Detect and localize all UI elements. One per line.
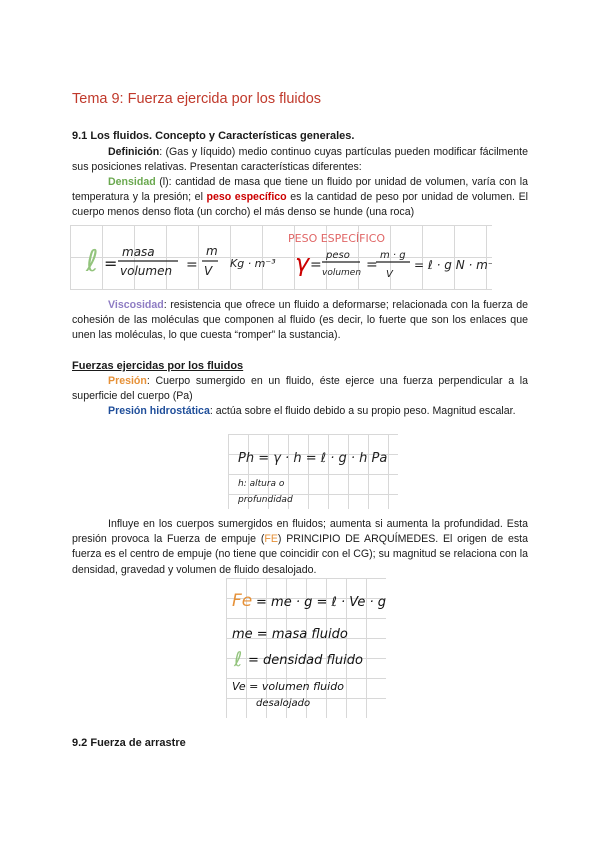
fe-formula-rest: = me · g = ℓ · Ve · g [256,595,386,610]
densidad-text-2: es la cantidad de peso por unidad de volumen. El cuerpo menos denso flota (un corcho) el más denso se hunde (una roca) [72,191,528,219]
gamma-symbol: γ [295,249,310,277]
me-definition: me = masa fluido [232,627,348,642]
m-text: m [206,244,218,258]
mg-text: m · g [380,250,406,261]
gamma-rest: = ℓ · g N · m⁻² [414,258,492,272]
paragraph-viscosidad [72,298,528,344]
section-heading-arrastre: 9.2 Fuerza de arrastre [72,737,186,749]
ve-definition: Ve = volumen fluido [232,680,344,693]
rho-symbol-2: ℓ [234,647,243,671]
paragraph-densidad [72,175,528,221]
viscosidad-label: Viscosidad [108,299,164,311]
definicion-text: : (Gas y líquido) medio continuo cuyas partículas pueden modificar fácilmente sus posiciones relativas. Presentan características diferentes: [72,146,528,174]
ve-definition-2: desalojado [256,698,311,709]
paragraph-presion-hidrostatica [72,404,528,419]
page-title: Tema 9: Fuerza ejercida por los fluidos [72,91,322,107]
hydrostatic-formula-note [228,434,398,509]
densidad-text-1: (l): cantidad de masa que tiene un fluido por unidad de volumen, varía con la temperatura y la presión; el [72,176,528,204]
paragraph-empuje [72,517,528,578]
h-definition: h: altura o [238,479,285,489]
masa-text: masa [122,245,155,259]
svg-text:=: = [186,257,198,273]
presion-label: Presión [108,375,147,387]
volumen-text-2: volumen [322,268,362,278]
influye-text-1: Influye en los cuerpos sumergidos en fluidos; aumenta si aumenta la profundidad. Esta presión provoca la Fuerza de empuje ( [72,518,528,546]
peso-especifico-title: PESO ESPECÍFICO [288,232,386,245]
svg-text:=: = [104,254,118,273]
definicion-label: Definición [108,146,160,158]
densidad-label: Densidad [108,176,156,188]
presion-hidrostatica-text: : actúa sobre el fluido debido a su propio peso. Magnitud escalar. [209,405,516,417]
viscosidad-text: : resistencia que ofrece un fluido a deformarse; relacionada con la fuerza de cohesión de las moléculas que componen al fluido (es decir, lo fuerte que son los enlaces que unen las moléculas, lo que cuesta “romper” la sustancia). [72,299,528,342]
influye-text-2: ) PRINCIPIO DE ARQUÍMEDES. El origen de esta fuerza es el centro de empuje (no tiene que coincidir con el CG); su magnitud se relaciona con la densidad, gravedad y volumen de fluido desalojado. [72,533,528,576]
section-heading-fluidos: 9.1 Los fluidos. Concepto y Características generales. [72,130,355,142]
density-formula-note [70,225,492,290]
paragraph-presion [72,374,528,404]
v-text-2: V [386,269,393,280]
peso-text: peso [326,250,350,261]
presion-text: : Cuerpo sumergido en un fluido, éste ejerce una fuerza perpendicular a la superficie del cuerpo (Pa) [72,375,528,403]
svg-text:=: = [310,257,322,273]
rho-symbol: ℓ [86,244,99,279]
section-heading-fuerzas: Fuerzas ejercidas por los fluidos [72,360,244,372]
paragraph-definicion [72,145,528,175]
fe-label: FE [264,533,278,546]
buoyancy-formula-note [226,578,386,718]
peso-especifico-label: peso específico [206,191,287,204]
h-definition-2: profundidad [238,495,293,505]
v-text: V [204,264,213,278]
volumen-text: volumen [120,264,173,278]
density-definition: = densidad fluido [248,653,363,668]
svg-text:=: = [366,257,378,273]
ph-formula: Ph = γ · h = ℓ · g · h Pa [238,451,388,466]
density-units: Kg · m⁻³ [230,257,276,270]
presion-hidrostatica-label: Presión hidrostática [108,405,210,417]
fe-symbol: Fe [232,591,253,611]
